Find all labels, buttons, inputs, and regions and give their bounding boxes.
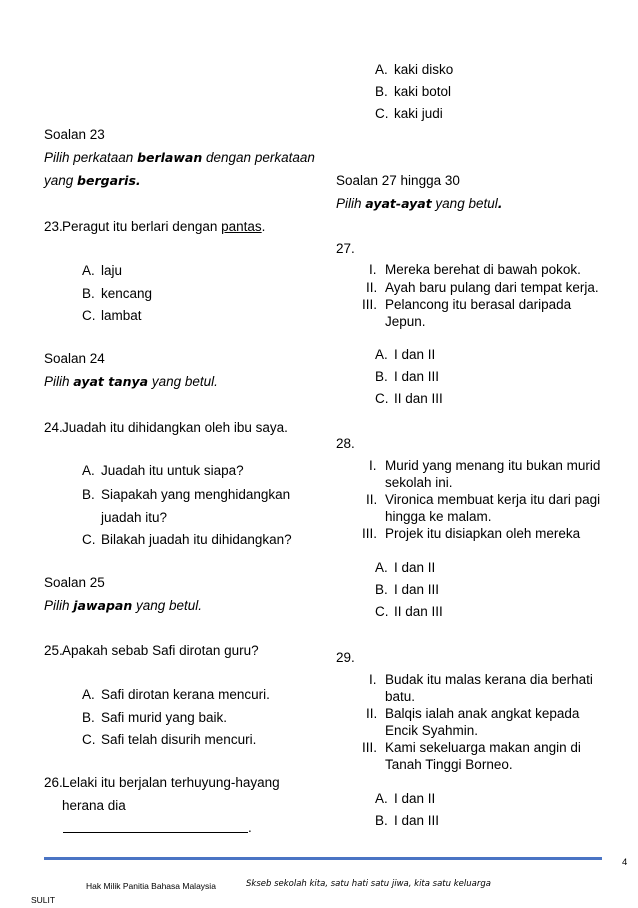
q27-option-a: I dan II [394,347,436,362]
q27-option-b-letter: B. [375,369,388,384]
q29-item-iii-cont: Tanah Tinggi Borneo. [385,757,513,772]
q24-option-c: Bilakah juadah itu dihidangkan? [101,532,292,547]
q23-option-a-letter: A. [82,263,95,278]
q28-item-iii-numeral: III. [362,526,378,541]
q24-option-b: Siapakah yang menghidangkan [101,487,291,502]
soalan-25-instruction: Pilih jawapan yang betul. [44,598,203,613]
answer-blank-period: . [248,820,252,835]
q24-option-a: Juadah itu untuk siapa? [101,463,244,478]
q24-option-c-letter: C. [82,532,96,547]
q27-item-iii-cont: Jepun. [385,314,426,329]
soalan-24-title: Soalan 24 [44,351,105,366]
q23-option-c: lambat [101,308,142,323]
q28-item-ii-numeral: II. [366,492,378,507]
answer-blank-line [63,832,248,833]
q28-item-ii-cont: hingga ke malam. [385,509,492,524]
q29-item-ii-numeral: II. [366,706,378,721]
question-25-text: Apakah sebab Safi dirotan guru? [62,643,259,658]
q25-option-a: Safi dirotan kerana mencuri. [101,687,270,702]
q27-item-i: Mereka berehat di bawah pokok. [385,262,581,277]
q24-option-b-letter: B. [82,487,95,502]
q27-option-c-letter: C. [375,391,389,406]
footer-divider [44,857,602,860]
question-26-text: Lelaki itu berjalan terhuyung-hayang [62,775,280,790]
soalan-23-title: Soalan 23 [44,127,105,142]
q25-option-b-letter: B. [82,710,95,725]
footer-copyright: Hak Milik Panitia Bahasa Malaysia [86,881,216,891]
q25-option-c: Safi telah disurih mencuri. [101,732,257,747]
q29-item-i: Budak itu malas kerana dia berhati [385,672,593,687]
q29-option-a-letter: A. [375,791,388,806]
page-number: 4 [622,857,628,868]
q28-option-b: I dan III [394,582,440,597]
q26-option-b: kaki botol [394,84,452,99]
q29-item-i-numeral: I. [369,672,377,687]
question-23-text: Peragut itu berlari dengan pantas. [62,219,266,234]
q26-option-b-letter: B. [375,84,388,99]
soalan-25-title: Soalan 25 [44,575,105,590]
question-26-number: 26. [44,775,63,790]
q23-option-a: laju [101,263,123,278]
q29-option-a: I dan II [394,791,436,806]
q24-option-b-cont: juadah itu? [101,510,168,525]
q29-item-iii-numeral: III. [362,740,378,755]
question-27-number: 27. [336,241,355,256]
q26-option-c: kaki judi [394,106,443,121]
question-29-number: 29. [336,650,355,665]
q26-option-a-letter: A. [375,62,388,77]
q23-option-b-letter: B. [82,286,95,301]
soalan-27-30-instruction: Pilih ayat-ayat yang betul. [336,196,503,211]
q27-option-b: I dan III [394,369,440,384]
q29-item-iii: Kami sekeluarga makan angin di [385,740,581,755]
q28-option-a: I dan II [394,560,436,575]
q29-option-b-letter: B. [375,813,388,828]
q29-item-ii: Balqis ialah anak angkat kepada [385,706,580,721]
soalan-27-30-title: Soalan 27 hingga 30 [336,173,460,188]
q27-option-c: II dan III [394,391,443,406]
q28-item-ii: Vironica membuat kerja itu dari pagi [385,492,601,507]
question-24-text: Juadah itu dihidangkan oleh ibu saya. [62,420,288,435]
question-24-number: 24. [44,420,63,435]
q29-item-ii-cont: Encik Syahmin. [385,723,479,738]
footer-motto: Skseb sekolah kita, satu hati satu jiwa, kita satu keluarga [246,879,491,889]
soalan-24-instruction: Pilih ayat tanya yang betul. [44,374,218,389]
q28-item-i-cont: sekolah ini. [385,475,453,490]
q27-item-iii-numeral: III. [362,297,378,312]
q28-option-b-letter: B. [375,582,388,597]
q28-item-i-numeral: I. [369,458,377,473]
q27-item-i-numeral: I. [369,262,377,277]
question-25-number: 25. [44,643,63,658]
q26-option-a: kaki disko [394,62,454,77]
q28-item-iii: Projek itu disiapkan oleh mereka [385,526,581,541]
q27-item-ii-numeral: II. [366,280,378,295]
q26-option-c-letter: C. [375,106,389,121]
q23-option-c-letter: C. [82,308,96,323]
footer-classification: SULIT [31,895,56,905]
q29-item-i-cont: batu. [385,689,416,704]
question-23-number: 23. [44,219,63,234]
q24-option-a-letter: A. [82,463,95,478]
q25-option-c-letter: C. [82,732,96,747]
q28-item-i: Murid yang menang itu bukan murid [385,458,601,473]
q28-option-c: II dan III [394,604,443,619]
q27-item-iii: Pelancong itu berasal daripada [385,297,572,312]
q25-option-a-letter: A. [82,687,95,702]
soalan-23-instruction-line2: yang bergaris. [44,173,141,188]
q28-option-a-letter: A. [375,560,388,575]
q23-option-b: kencang [101,286,153,301]
q28-option-c-letter: C. [375,604,389,619]
soalan-23-instruction: Pilih perkataan berlawan dengan perkataan [44,150,315,165]
question-26-text-line2: herana dia [62,798,126,813]
q25-option-b: Safi murid yang baik. [101,710,228,725]
q27-option-a-letter: A. [375,347,388,362]
q29-option-b: I dan III [394,813,440,828]
q27-item-ii: Ayah baru pulang dari tempat kerja. [385,280,599,295]
question-28-number: 28. [336,436,355,451]
